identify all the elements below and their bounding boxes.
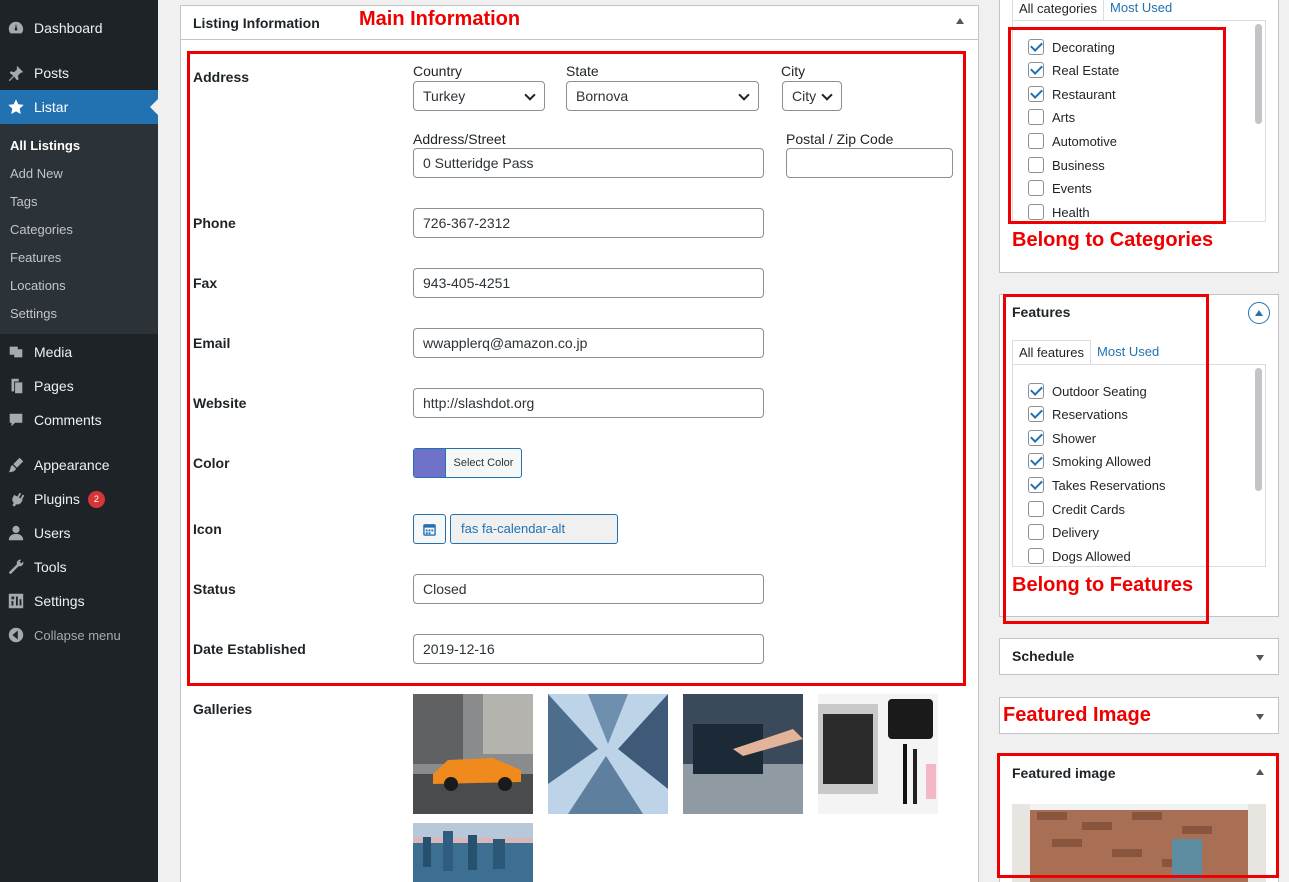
panel-title: Listing Information (193, 14, 320, 31)
date-established-label: Date Established (193, 641, 306, 657)
scrollbar[interactable] (1255, 24, 1262, 124)
country-value: Turkey (423, 88, 466, 104)
featured-image-annotation: Featured Image (1003, 704, 1151, 726)
fax-label: Fax (193, 275, 218, 291)
email-input[interactable]: wwapplerq@amazon.co.jp (413, 328, 764, 358)
category-label: Business (1052, 157, 1105, 173)
gallery-image-keyboard[interactable] (818, 694, 938, 814)
email-label: Email (193, 335, 231, 351)
street-label: Address/Street (413, 131, 506, 147)
plug-icon (6, 489, 26, 509)
features-title: Features (1012, 304, 1071, 320)
tab-all-features[interactable]: All features (1012, 340, 1091, 364)
submenu-all-listings[interactable]: All Listings (10, 138, 81, 153)
menu-listar[interactable] (0, 90, 158, 124)
collapse-menu-button[interactable] (0, 618, 158, 652)
schedule-header[interactable] (1000, 639, 1278, 673)
icon-label: Icon (193, 521, 222, 537)
status-label: Status (193, 581, 236, 597)
featured-image-highlight (997, 753, 1279, 878)
tab-most-used-features[interactable]: Most Used (1097, 344, 1160, 359)
gallery-image-car[interactable] (413, 694, 533, 814)
select-color-label: Select Color (453, 457, 514, 469)
feature-label: Takes Reservations (1052, 477, 1166, 493)
menu-label: Settings (34, 593, 85, 609)
star-icon (6, 97, 26, 117)
zip-label: Postal / Zip Code (786, 131, 894, 147)
wrench-icon (6, 557, 26, 577)
menu-label: Dashboard (34, 20, 103, 36)
main-information-annotation: Main Information (359, 8, 521, 30)
settings-icon (6, 591, 26, 611)
address-label: Address (193, 69, 250, 85)
feature-label: Dogs Allowed (1052, 548, 1131, 564)
menu-label: Users (34, 525, 71, 541)
feature-label: Outdoor Seating (1052, 383, 1147, 399)
fax-input[interactable]: 943-405-4251 (413, 268, 764, 298)
galleries-label: Galleries (193, 701, 253, 717)
category-label: Events (1052, 180, 1092, 196)
collapse-icon (6, 625, 26, 645)
gallery-image-laptop[interactable] (683, 694, 803, 814)
pin-icon (6, 63, 26, 83)
admin-sidebar (0, 0, 158, 882)
media-icon (6, 342, 26, 362)
feature-label: Reservations (1052, 406, 1128, 422)
city-value: City (792, 88, 817, 104)
category-label: Restaurant (1052, 86, 1116, 102)
menu-label: Listar (34, 99, 69, 115)
menu-dashboard[interactable] (0, 11, 158, 45)
expand-arrow-icon[interactable] (1256, 714, 1264, 720)
website-label: Website (193, 395, 247, 411)
gallery-image-skyscrapers[interactable] (548, 694, 668, 814)
collapse-arrow-icon[interactable] (1248, 302, 1270, 324)
phone-label: Phone (193, 215, 236, 231)
category-label: Automotive (1052, 133, 1118, 149)
menu-media[interactable] (0, 335, 158, 369)
dashboard-icon (6, 18, 26, 38)
menu-label: Pages (34, 378, 74, 394)
website-input[interactable]: http://slashdot.org (413, 388, 764, 418)
status-input[interactable]: Closed (413, 574, 764, 604)
icon-class-input[interactable]: fas fa-calendar-alt (450, 514, 618, 544)
submenu-settings[interactable]: Settings (10, 306, 57, 321)
menu-label: Media (34, 344, 73, 360)
category-label: Real Estate (1052, 62, 1120, 78)
menu-settings[interactable] (0, 584, 158, 618)
collapse-arrow-icon[interactable] (956, 18, 964, 24)
main-information-highlight (187, 51, 966, 686)
category-label: Decorating (1052, 39, 1115, 55)
menu-comments[interactable] (0, 403, 158, 437)
phone-input[interactable]: 726-367-2312 (413, 208, 764, 238)
plugins-update-badge: 2 (88, 491, 105, 508)
brush-icon (6, 455, 26, 475)
submenu-tags[interactable]: Tags (10, 194, 38, 209)
menu-users[interactable] (0, 516, 158, 550)
category-label: Arts (1052, 109, 1076, 125)
submenu-add-new[interactable]: Add New (10, 166, 63, 181)
pages-icon (6, 376, 26, 396)
category-label: Health (1052, 204, 1090, 220)
submenu-categories[interactable]: Categories (10, 222, 73, 237)
menu-label: Comments (34, 412, 102, 428)
menu-tools[interactable] (0, 550, 158, 584)
submenu-features[interactable]: Features (10, 250, 62, 265)
tab-most-used-categories[interactable]: Most Used (1110, 0, 1173, 15)
collapse-label: Collapse menu (34, 627, 121, 643)
scrollbar[interactable] (1255, 368, 1262, 491)
menu-label: Tools (34, 559, 67, 575)
tab-all-categories[interactable]: All categories (1012, 0, 1104, 20)
city-label: City (781, 63, 806, 79)
state-label: State (566, 63, 599, 79)
menu-label: Plugins (34, 491, 80, 507)
listar-submenu (0, 124, 158, 334)
country-label: Country (413, 63, 463, 79)
menu-pages[interactable] (0, 369, 158, 403)
state-value: Bornova (576, 88, 629, 104)
menu-label: Posts (34, 65, 70, 81)
feature-label: Delivery (1052, 524, 1099, 540)
color-label: Color (193, 455, 230, 471)
menu-plugins[interactable] (0, 482, 158, 516)
gallery-image-city[interactable] (413, 823, 533, 882)
feature-label: Shower (1052, 430, 1097, 446)
comment-icon (6, 410, 26, 430)
categories-highlight (1008, 27, 1226, 224)
panel-header[interactable] (181, 6, 978, 40)
menu-appearance[interactable] (0, 448, 158, 482)
expand-arrow-icon[interactable] (1256, 655, 1264, 661)
schedule-title: Schedule (1012, 648, 1075, 664)
feature-label: Smoking Allowed (1052, 453, 1151, 469)
user-icon (6, 523, 26, 543)
date-established-input[interactable]: 2019-12-16 (413, 634, 764, 664)
categories-tabs (1012, 0, 1178, 20)
street-input[interactable]: 0 Sutteridge Pass (413, 148, 764, 178)
submenu-locations[interactable]: Locations (10, 278, 66, 293)
schedule-box[interactable] (999, 638, 1279, 675)
features-annotation: Belong to Features (1012, 574, 1194, 596)
menu-posts[interactable] (0, 56, 158, 90)
menu-label: Appearance (34, 457, 110, 473)
feature-label: Credit Cards (1052, 501, 1125, 517)
categories-annotation: Belong to Categories (1012, 229, 1214, 251)
featured-image-title: Featured image (1012, 765, 1116, 781)
